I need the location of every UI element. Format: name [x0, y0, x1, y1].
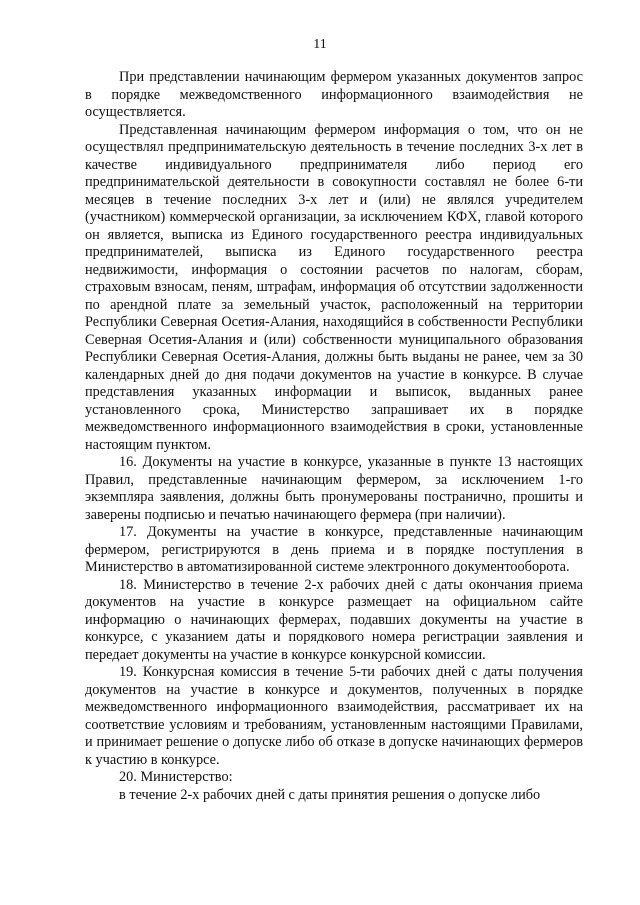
paragraph-item-20-continuation: в течение 2-х рабочих дней с даты принятия решения о допуске либо: [119, 786, 541, 803]
paragraph-item-20: 20. Министерство:: [119, 769, 233, 785]
document-body: [85, 69, 583, 804]
paragraph-item-16: 16. Документы на участие в конкурсе, указанные в пункте 13 настоящих Правил, представленные начинающим фермером, за исключением 1-го экземпляра заявления, должны быть пронумерованы постранично, прошиты и заверены подписью и печатью начинающего фермера (при наличии).: [85, 454, 583, 523]
paragraph-item-19: 19. Конкурсная комиссия в течение 5-ти рабочих дней с даты получения документов на участие в конкурсе и документов, полученных в порядке межведомственного информационного взаимодействия, рассматривает их на соответствие условиям и требованиям, установленным настоящими Правилами, и принимает решение о допуске либо об отказе в допуске начинающих фермеров к участию в конкурсе.: [85, 664, 583, 768]
paragraph-farmer-information: Представленная начинающим фермером информация о том, что он не осуществлял предпринимательскую деятельность в течение последних 3-х лет в качестве индивидуального предпринимателя либо период его предпринимательской деятельности в совокупности составлял не более 6-ти месяцев в течение последних 3-х лет и (или) не являлся учредителем (участником) коммерческой организации, за исключением КФХ, главой которого он является, выписка из Единого государственного реестра индивидуальных предпринимателей, выписка из Единого государственного реестра недвижимости, информация о состоянии расчетов по налогам, сборам, страховым взносам, пеням, штрафам, информация об отсутствии задолженности по арендной плате за земельный участок, расположенный на территории Республики Северная Осетия-Алания, находящийся в собственности Республики Северная Осетия-Алания и (или) собственности муниципального образования Республики Северная Осетия-Алания, должны быть выданы не ранее, чем за 30 календарных дней до дня подачи документов на участие в конкурсе. В случае представления указанных информации и выписок, выданных ранее установленного срока, Министерство запрашивает их в порядке межведомственного информационного взаимодействия в сроки, установленные настоящим пунктом.: [85, 121, 583, 453]
paragraph-interagency-request: При представлении начинающим фермером указанных документов запрос в порядке межведомственного информационного взаимодействия не осуществляется.: [85, 69, 583, 120]
paragraph-item-17: 17. Документы на участие в конкурсе, представленные начинающим фермером, регистрируются в день приема и в порядке поступления в Министерство в автоматизированной системе электронного документооборота.: [85, 524, 583, 575]
paragraph-item-18: 18. Министерство в течение 2-х рабочих дней с даты окончания приема документов на участие в конкурсе размещает на официальном сайте информацию о начинающих фермерах, подавших документы на участие в конкурсе, с указанием даты и порядкового номера регистрации заявления и передает документы на участие в конкурсе конкурсной комиссии.: [85, 576, 583, 663]
page-number: 11: [313, 37, 327, 52]
